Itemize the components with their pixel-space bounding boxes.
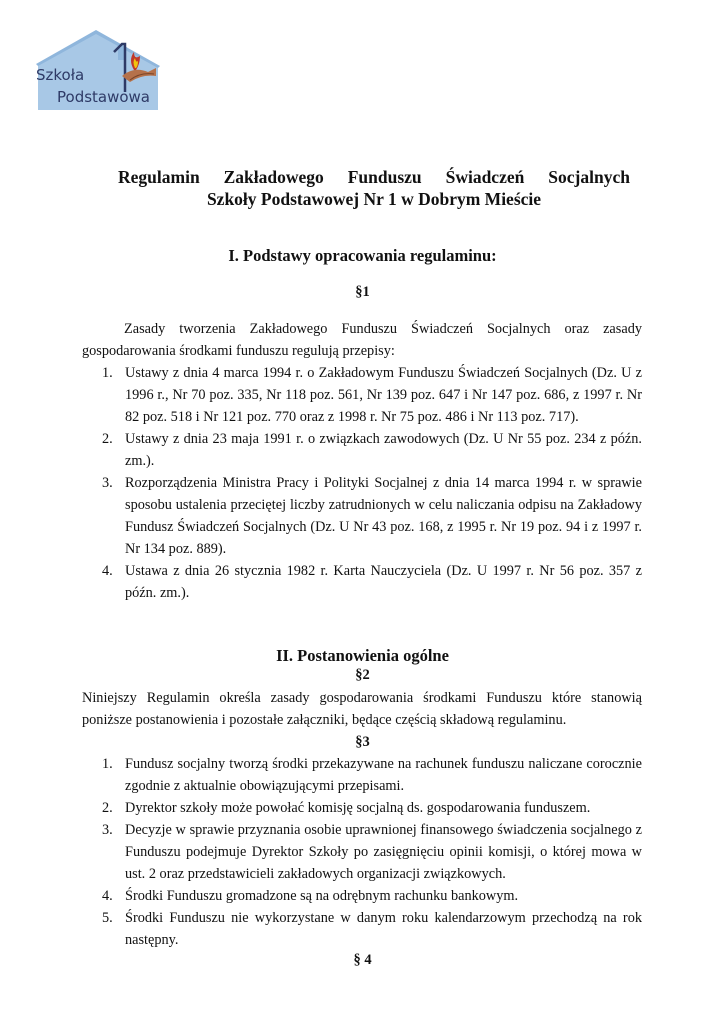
title-word: Funduszu	[347, 167, 422, 187]
paragraph-mark-4: § 4	[353, 952, 372, 968]
logo-line1: Szkoła	[36, 66, 85, 84]
title-line2: Szkoły Podstawowej Nr 1 w Dobrym Mieście	[206, 189, 542, 209]
list-item: 2. Dyrektor szkoły może powołać komisję socjalną ds. gospodarowania funduszem.	[102, 800, 591, 816]
legal-basis-list	[82, 362, 642, 604]
list-item: 1. Fundusz socjalny tworzą środki przekazywane na rachunek funduszu naliczane corocznie zgodnie z aktualnie obowiązującymi przepisami.	[102, 756, 642, 794]
school-logo	[30, 30, 165, 110]
list-item: 4. Środki Funduszu gromadzone są na odrębnym rachunku bankowym.	[102, 888, 519, 904]
title-word: Regulamin	[118, 167, 200, 187]
list-item: 3. Decyzje w sprawie przyznania osobie uprawnionej finansowego świadczenia socjalnego z Funduszu podejmuje Dyrektor Szkoły po zasięgnięciu opinii komisji, o której mowa w ust. 2 oraz przedstawicieli zakładowych organizacji związkowych.	[102, 822, 642, 882]
logo-line2: Podstawowa	[57, 88, 151, 106]
list-item: 2. Ustawy z dnia 23 maja 1991 r. o związkach zawodowych (Dz. U Nr 55 poz. 234 z późn. zm.).	[102, 431, 642, 469]
list-item: 4. Ustawa z dnia 26 stycznia 1982 r. Karta Nauczyciela (Dz. U 1997 r. Nr 56 poz. 357 z późn. zm.).	[102, 563, 642, 601]
section1-heading: I. Podstawy opracowania regulaminu:	[228, 246, 497, 265]
title-word: Świadczeń	[445, 167, 525, 187]
paragraph-mark-2: §2	[355, 667, 370, 683]
paragraph-mark-1: §1	[355, 284, 370, 300]
paragraph-2-text: Niniejszy Regulamin określa zasady gospodarowania środkami Funduszu które stanowią poniższe postanowienia i pozostałe załączniki, będące częścią składową regulaminu.	[82, 690, 642, 728]
section2-heading: II. Postanowienia ogólne	[276, 646, 449, 665]
list-item: 5. Środki Funduszu nie wykorzystane w danym roku kalendarzowym przechodzą na rok następny.	[102, 910, 642, 948]
paragraph-1-intro: Zasady tworzenia Zakładowego Funduszu Świadczeń Socjalnych oraz zasady gospodarowania środkami funduszu regulują przepisy:	[82, 321, 642, 359]
title-word: Zakładowego	[223, 167, 324, 187]
list-item: 1. Ustawy z dnia 4 marca 1994 r. o Zakładowym Funduszu Świadczeń Socjalnych (Dz. U z 1996 r., Nr 70 poz. 335, Nr 118 poz. 561, Nr 139 poz. 647 i Nr 147 poz. 686, z 1997 r. Nr 82 poz. 518 i Nr 121 poz. 770 oraz z 1998 r. Nr 75 poz. 486 i Nr 113 poz. 717).	[102, 365, 642, 425]
list-item: 3. Rozporządzenia Ministra Pracy i Polityki Socjalnej z dnia 14 marca 1994 r. w sprawie sposobu ustalenia przeciętej liczby zatrudnionych w celu naliczania odpisu na Zakładowy Fundusz Świadczeń Socjalnych (Dz. U Nr 43 poz. 168, z 1995 r. Nr 19 poz. 94 i z 1997 r. Nr 134 poz. 889).	[102, 475, 642, 557]
general-provisions-list	[82, 753, 642, 951]
title-word: Socjalnych	[548, 167, 630, 187]
document-title	[118, 166, 630, 210]
paragraph-mark-3: §3	[355, 734, 370, 750]
